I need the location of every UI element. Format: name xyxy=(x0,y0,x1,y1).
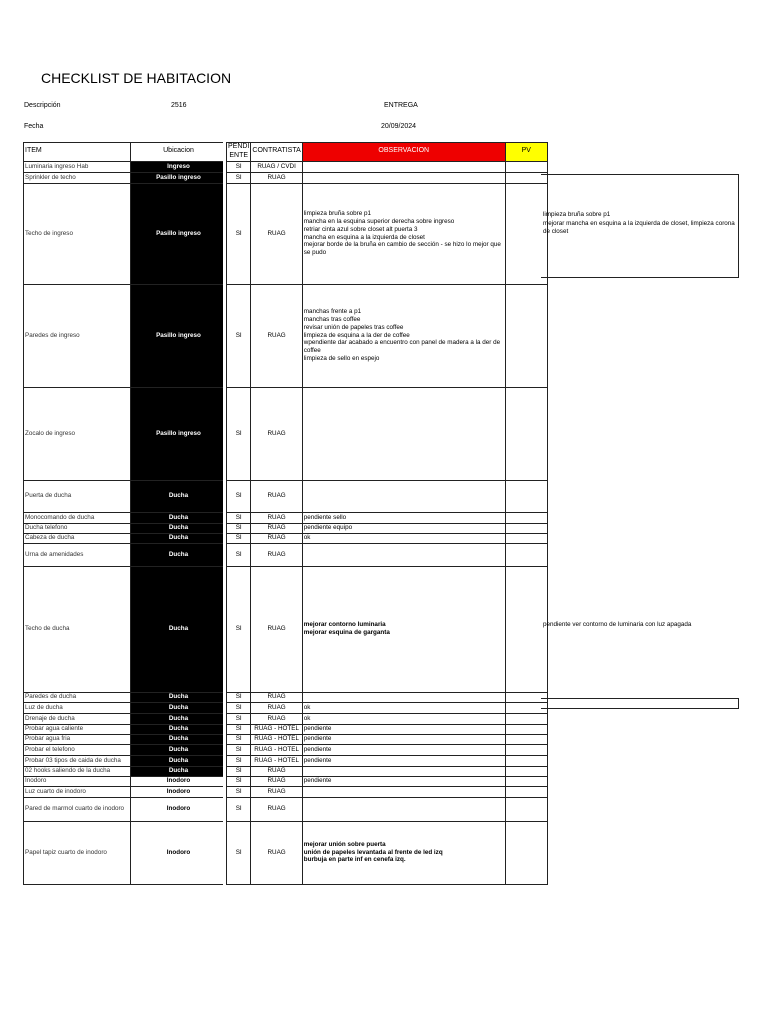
side-note-box-2 xyxy=(541,698,739,709)
table-row xyxy=(24,161,548,172)
pendiente-cell: SI xyxy=(227,284,251,387)
pendiente-cell: SI xyxy=(227,786,251,797)
contratista-cell: RUAG xyxy=(251,786,302,797)
pendiente-cell: SI xyxy=(227,566,251,692)
pv-cell xyxy=(505,161,547,172)
header-contratista: CONTRATISTA xyxy=(251,143,302,162)
pv-cell xyxy=(505,543,547,566)
observacion-line: manchas tras coffee xyxy=(303,315,361,323)
header-ubicacion: Ubicacion xyxy=(131,143,227,162)
pv-cell xyxy=(505,523,547,533)
item-cell: Drenaje de ducha xyxy=(24,713,131,724)
contratista-cell: RUAG xyxy=(251,702,302,713)
pv-cell xyxy=(505,480,547,512)
item-cell: Paredes de ingreso xyxy=(24,284,131,387)
table-row xyxy=(24,523,548,533)
pendiente-cell: SI xyxy=(227,161,251,172)
pv-cell xyxy=(505,512,547,523)
item-cell: Luz de ducha xyxy=(24,702,131,713)
item-cell: Zocalo de ingreso xyxy=(24,387,131,480)
observacion-cell xyxy=(302,797,505,821)
ubicacion-cell: Pasillo ingreso xyxy=(131,284,227,387)
contratista-cell: RUAG xyxy=(251,512,302,523)
contratista-cell: RUAG - HOTEL xyxy=(251,755,302,766)
item-cell: Techo de ingreso xyxy=(24,183,131,284)
observacion-cell xyxy=(302,284,505,387)
ubicacion-cell: Ducha xyxy=(131,692,227,702)
observacion-line: retriar cinta azul sobre closet alt puerta 3 xyxy=(303,225,418,233)
contratista-cell: RUAG - HOTEL xyxy=(251,724,302,734)
item-cell: Luz cuarto de inodoro xyxy=(24,786,131,797)
pendiente-cell: SI xyxy=(227,821,251,884)
pendiente-cell: SI xyxy=(227,480,251,512)
contratista-cell: RUAG xyxy=(251,797,302,821)
observacion-cell xyxy=(302,523,505,533)
contratista-cell: RUAG xyxy=(251,387,302,480)
observacion-cell xyxy=(302,713,505,724)
item-cell: Probar 03 tipos de caida de ducha xyxy=(24,755,131,766)
ubicacion-cell: Ducha xyxy=(131,512,227,523)
pv-cell xyxy=(505,724,547,734)
ubicacion-cell: Inodoro xyxy=(131,786,227,797)
header-item: ITEM xyxy=(24,143,131,162)
pv-cell xyxy=(505,734,547,744)
table-row xyxy=(24,692,548,702)
contratista-cell: RUAG xyxy=(251,821,302,884)
ubicacion-cell: Ducha xyxy=(131,533,227,543)
contratista-cell: RUAG xyxy=(251,284,302,387)
pendiente-cell: SI xyxy=(227,523,251,533)
item-cell: Cabeza de ducha xyxy=(24,533,131,543)
observacion-line: ok xyxy=(303,703,311,711)
ubicacion-cell: Inodoro xyxy=(131,821,227,884)
ubicacion-cell: Ducha xyxy=(131,543,227,566)
observacion-line: revisar unión de papeles tras coffee xyxy=(303,323,404,331)
descripcion-value: 2516 xyxy=(171,102,187,109)
item-cell: Papel tapiz cuarto de inodoro xyxy=(24,821,131,884)
ubicacion-cell: Ingreso xyxy=(131,161,227,172)
observacion-line: mejorar contorno luminaria xyxy=(303,621,386,629)
pv-cell xyxy=(505,284,547,387)
pv-cell xyxy=(505,533,547,543)
pendiente-cell: SI xyxy=(227,533,251,543)
ubicacion-cell: Pasillo ingreso xyxy=(131,183,227,284)
header-observacion: OBSERVACION xyxy=(302,143,505,162)
table-row xyxy=(24,755,548,766)
pendiente-cell: SI xyxy=(227,543,251,566)
contratista-cell: RUAG xyxy=(251,183,302,284)
item-cell: Puerta de ducha xyxy=(24,480,131,512)
item-cell: Techo de ducha xyxy=(24,566,131,692)
observacion-cell xyxy=(302,755,505,766)
pendiente-cell: SI xyxy=(227,172,251,183)
observacion-cell xyxy=(302,724,505,734)
side-note-2-line-1: pendiente ver contorno de luminaria con luz apagada xyxy=(543,621,692,628)
observacion-cell xyxy=(302,776,505,786)
item-cell: Ducha telefono xyxy=(24,523,131,533)
pv-cell xyxy=(505,766,547,776)
contratista-cell: RUAG xyxy=(251,692,302,702)
pendiente-cell: SI xyxy=(227,776,251,786)
descripcion-label: Descripción xyxy=(24,102,61,109)
checklist-table xyxy=(23,142,548,885)
contratista-cell: RUAG - HOTEL xyxy=(251,734,302,744)
observacion-line: mejorar unión sobre puerta xyxy=(303,840,386,848)
table-row xyxy=(24,776,548,786)
item-cell: Probar agua fria xyxy=(24,734,131,744)
fecha-value: 20/09/2024 xyxy=(381,123,417,130)
observacion-line: pendiente xyxy=(303,745,332,753)
contratista-cell: RUAG xyxy=(251,543,302,566)
observacion-line: ok xyxy=(303,714,311,722)
observacion-line: pendiente xyxy=(303,735,332,743)
pv-cell xyxy=(505,387,547,480)
observacion-cell xyxy=(302,821,505,884)
observacion-line: pendiente equipo xyxy=(303,524,353,532)
observacion-line: limpieza de esquina a la der de coffee xyxy=(303,331,410,339)
observacion-cell xyxy=(302,172,505,183)
table-row xyxy=(24,702,548,713)
pv-cell xyxy=(505,755,547,766)
table-row xyxy=(24,766,548,776)
column-gap xyxy=(223,142,226,887)
observacion-cell xyxy=(302,512,505,523)
table-row xyxy=(24,387,548,480)
pendiente-cell: SI xyxy=(227,734,251,744)
contratista-cell: RUAG xyxy=(251,523,302,533)
observacion-line: mejorar esquina de garganta xyxy=(303,629,390,636)
ubicacion-cell: Ducha xyxy=(131,766,227,776)
side-note-1-line-1: limpieza bruña sobre p1 xyxy=(543,211,611,218)
item-cell: 02 hooks saliendo de la ducha xyxy=(24,766,131,776)
item-cell: Inodoro xyxy=(24,776,131,786)
table-row xyxy=(24,713,548,724)
table-row xyxy=(24,786,548,797)
pendiente-cell: SI xyxy=(227,387,251,480)
ubicacion-cell: Inodoro xyxy=(131,797,227,821)
entrega-label: ENTREGA xyxy=(384,102,418,109)
observacion-line: unión de papeles levantada al frente de led izq xyxy=(303,848,443,856)
pendiente-cell: SI xyxy=(227,183,251,284)
ubicacion-cell: Pasillo ingreso xyxy=(131,387,227,480)
pendiente-cell: SI xyxy=(227,713,251,724)
table-row xyxy=(24,172,548,183)
observacion-cell xyxy=(302,702,505,713)
observacion-line: ok xyxy=(303,534,311,542)
item-cell: Paredes de ducha xyxy=(24,692,131,702)
header-pv: PV xyxy=(505,143,547,162)
side-note-2 xyxy=(543,621,743,630)
contratista-cell: RUAG xyxy=(251,776,302,786)
observacion-line: wpendiente dar acabado a encuentro con panel de madera a la der de coffee xyxy=(303,339,501,355)
observacion-line: burbuja en parte inf en cenefa izq. xyxy=(303,856,406,864)
contratista-cell: RUAG xyxy=(251,566,302,692)
pendiente-cell: SI xyxy=(227,724,251,734)
item-cell: Pared de marmol cuarto de inodoro xyxy=(24,797,131,821)
ubicacion-cell: Ducha xyxy=(131,734,227,744)
pendiente-cell: SI xyxy=(227,755,251,766)
observacion-line: limpieza de sello en espejo xyxy=(303,355,380,363)
ubicacion-cell: Pasillo ingreso xyxy=(131,172,227,183)
pendiente-cell: SI xyxy=(227,766,251,776)
observacion-cell xyxy=(302,692,505,702)
observacion-line: limpieza bruña sobre p1 xyxy=(303,209,371,217)
observacion-line: mancha en esquina a la izquierda de closet xyxy=(303,233,425,241)
side-note-1-line-2: mejorar mancha en esquina a la izquierda de closet, limpieza corona de closet xyxy=(543,219,735,235)
observacion-cell xyxy=(302,387,505,480)
item-cell: Probar el telefono xyxy=(24,744,131,755)
item-cell: Sprinkler de techo xyxy=(24,172,131,183)
pendiente-cell: SI xyxy=(227,702,251,713)
observacion-line: pendiente xyxy=(303,777,332,785)
header-pendiente: PENDI ENTE xyxy=(227,143,251,162)
observacion-cell xyxy=(302,786,505,797)
observacion-cell xyxy=(302,744,505,755)
item-cell: Probar agua caliente xyxy=(24,724,131,734)
observacion-cell xyxy=(302,480,505,512)
contratista-cell: RUAG xyxy=(251,713,302,724)
contratista-cell: RUAG - HOTEL xyxy=(251,744,302,755)
table-row xyxy=(24,724,548,734)
ubicacion-cell: Ducha xyxy=(131,755,227,766)
table-row xyxy=(24,480,548,512)
ubicacion-cell: Ducha xyxy=(131,713,227,724)
side-note-1 xyxy=(543,211,735,237)
ubicacion-cell: Ducha xyxy=(131,702,227,713)
pv-cell xyxy=(505,797,547,821)
ubicacion-cell: Ducha xyxy=(131,744,227,755)
pendiente-cell: SI xyxy=(227,512,251,523)
fecha-label: Fecha xyxy=(24,123,44,130)
ubicacion-cell: Inodoro xyxy=(131,776,227,786)
observacion-line: pendiente sello xyxy=(303,513,347,521)
observacion-line: mejorar borde de la bruña en cambio de sección - se hizo lo mejor que se pudo xyxy=(303,241,501,257)
table-row xyxy=(24,183,548,284)
pv-cell xyxy=(505,776,547,786)
observacion-line: manchas frente a p1 xyxy=(303,307,362,315)
observacion-line: pendiente xyxy=(303,725,332,733)
pv-cell xyxy=(505,713,547,724)
observacion-cell xyxy=(302,533,505,543)
table-row xyxy=(24,734,548,744)
observacion-cell xyxy=(302,183,505,284)
ubicacion-cell: Ducha xyxy=(131,566,227,692)
ubicacion-cell: Ducha xyxy=(131,724,227,734)
contratista-cell: RUAG xyxy=(251,533,302,543)
contratista-cell: RUAG / CVDI xyxy=(251,161,302,172)
table-row xyxy=(24,566,548,692)
table-row xyxy=(24,744,548,755)
table-row xyxy=(24,797,548,821)
item-cell: Monocomando de ducha xyxy=(24,512,131,523)
table-row xyxy=(24,284,548,387)
item-cell: Luminaria ingreso Hab xyxy=(24,161,131,172)
observacion-cell xyxy=(302,766,505,776)
ubicacion-cell: Ducha xyxy=(131,480,227,512)
item-cell: Urna de amenidades xyxy=(24,543,131,566)
table-row xyxy=(24,543,548,566)
pv-cell xyxy=(505,744,547,755)
table-row xyxy=(24,512,548,523)
observacion-line: mancha en la esquina superior derecha sobre ingreso xyxy=(303,217,455,225)
observacion-cell xyxy=(302,161,505,172)
table-row xyxy=(24,821,548,884)
pv-cell xyxy=(505,821,547,884)
pv-cell xyxy=(505,566,547,692)
observacion-cell xyxy=(302,734,505,744)
table-row xyxy=(24,533,548,543)
pendiente-cell: SI xyxy=(227,692,251,702)
pendiente-cell: SI xyxy=(227,797,251,821)
observacion-cell xyxy=(302,543,505,566)
observacion-cell xyxy=(302,566,505,692)
page-title: CHECKLIST DE HABITACION xyxy=(41,70,232,86)
observacion-line: pendiente xyxy=(303,756,332,764)
table-header-row xyxy=(24,143,548,162)
pendiente-cell: SI xyxy=(227,744,251,755)
pv-cell xyxy=(505,786,547,797)
contratista-cell: RUAG xyxy=(251,480,302,512)
contratista-cell: RUAG xyxy=(251,766,302,776)
ubicacion-cell: Ducha xyxy=(131,523,227,533)
contratista-cell: RUAG xyxy=(251,172,302,183)
